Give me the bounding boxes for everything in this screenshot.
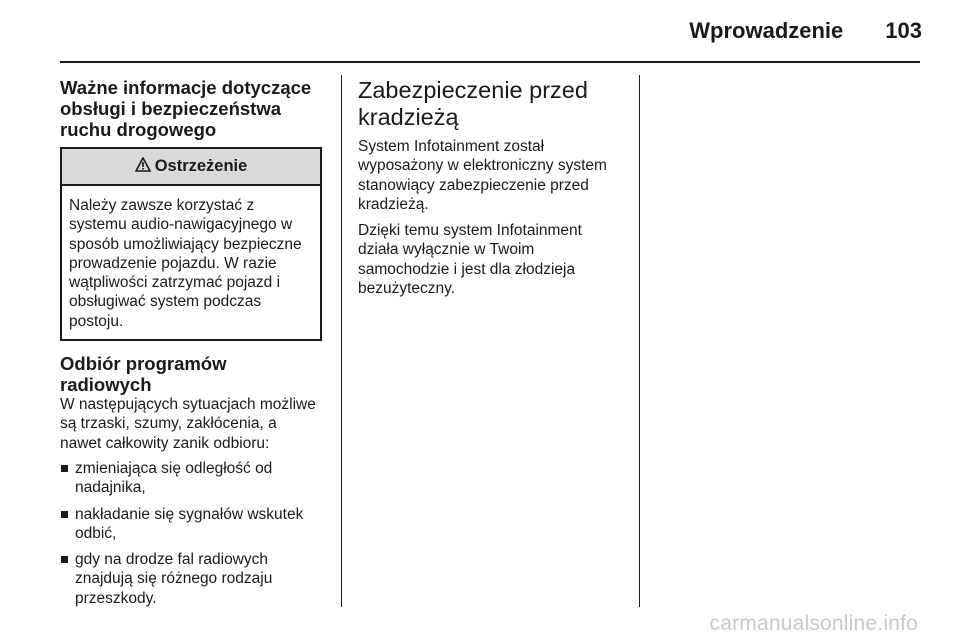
middle-column [358, 77, 620, 298]
radio-intro: W następujących sytuacjach możliwe są trzaski, szumy, zakłócenia, a nawet całkowity zanik odbioru: [60, 396, 316, 452]
radio-heading: Odbiór programów radiowych [60, 353, 227, 396]
list-item: zmieniająca się odległość od nadajnika, [60, 459, 322, 498]
watermark: carmanualsonline.info [709, 612, 918, 635]
list-item: gdy na drodze fal radiowych znajdują się różnego rodzaju przeszkody. [60, 550, 322, 608]
radio-section [60, 353, 322, 608]
header-section-title: Wprowadzenie [689, 18, 844, 43]
left-column [60, 77, 322, 615]
theft-protection-title: Zabezpieczenie przed kradzieżą [358, 77, 588, 130]
list-item: nakładanie się sygnałów wskutek odbić, [60, 505, 322, 544]
radio-bullet-list [60, 459, 322, 608]
warning-triangle-icon [135, 157, 151, 177]
column-divider [341, 75, 342, 607]
page-number: 103 [885, 18, 922, 43]
theft-para-2: Dzięki temu system Infotainment działa wyłącznie w Twoim samochodzie i jest dla złodzieja bezużyteczny. [358, 222, 582, 298]
column-divider [639, 75, 640, 607]
warning-title: Ostrzeżenie [154, 157, 248, 175]
page-header [689, 18, 922, 44]
safety-heading: Ważne informacje dotyczące obsługi i bezpieczeństwa ruchu drogowego [60, 77, 312, 140]
theft-para-1: System Infotainment został wyposażony w elektroniczny system stanowiący zabezpieczenie przed kradzieżą. [358, 138, 607, 213]
warning-header [62, 149, 320, 186]
warning-text: Należy zawsze korzystać z systemu audio-nawigacyjnego w sposób umożliwiający bezpieczne prowadzenie pojazdu. W razie wątpliwości zatrzymać pojazd i obsługiwać system podczas postoju. [69, 197, 302, 330]
header-rule [60, 61, 920, 63]
warning-box [60, 147, 322, 341]
